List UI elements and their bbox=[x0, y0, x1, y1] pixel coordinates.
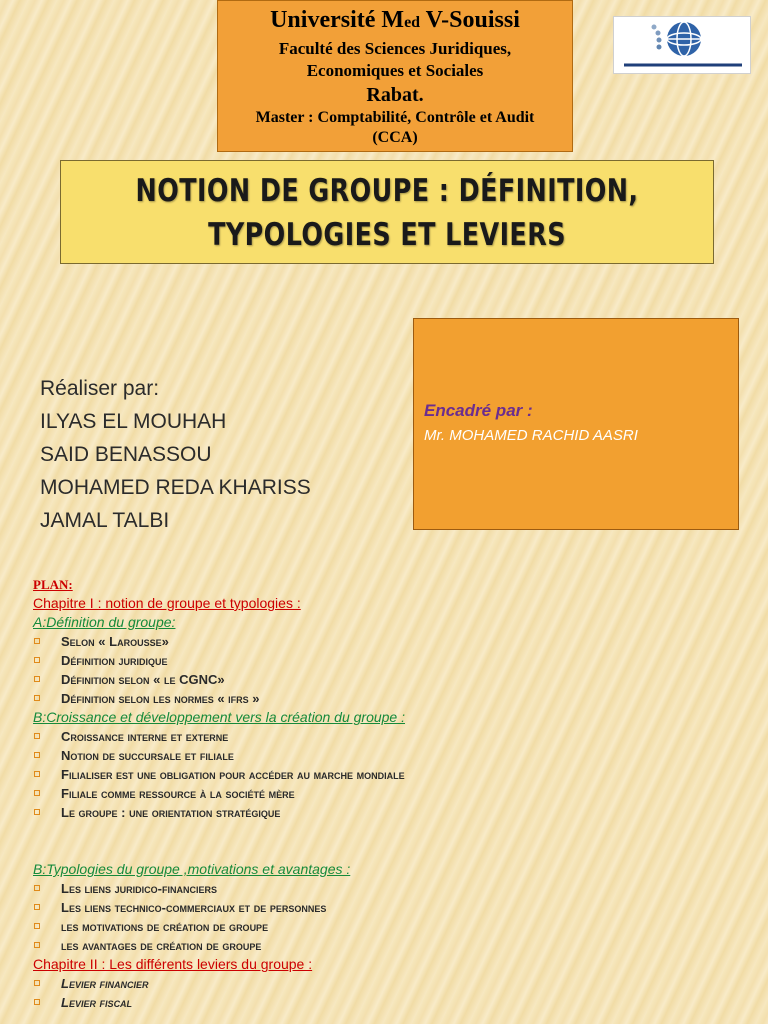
master-line-2: (CCA) bbox=[372, 129, 418, 146]
supervisor-name: Mr. MOHAMED RACHID AASRI bbox=[424, 427, 638, 444]
city: Rabat. bbox=[366, 84, 424, 106]
author-name: ILYAS EL MOUHAH bbox=[40, 410, 227, 433]
author-name: JAMAL TALBI bbox=[40, 509, 170, 532]
list-item: Les liens juridico-financiers bbox=[33, 879, 758, 898]
section-a-heading: A:Définition du groupe: bbox=[33, 614, 176, 630]
list-item: Filialiser est une obligation pour accéder au marche mondiale bbox=[33, 765, 758, 784]
square-bullet-icon bbox=[34, 790, 40, 796]
chapter-2-heading: Chapitre II : Les différents leviers du groupe : bbox=[33, 956, 313, 972]
university-header bbox=[217, 0, 573, 152]
list-item: Définition selon les normes « ifrs » bbox=[33, 689, 758, 708]
list-item: Levier financier bbox=[33, 974, 758, 993]
spacer bbox=[33, 822, 758, 860]
square-bullet-icon bbox=[34, 771, 40, 777]
university-logo-icon bbox=[613, 16, 751, 74]
square-bullet-icon bbox=[34, 638, 40, 644]
list-item: Le groupe : une orientation stratégique bbox=[33, 803, 758, 822]
plan-title: PLAN: bbox=[33, 577, 73, 592]
list-item: Les liens technico-commerciaux et de personnes bbox=[33, 898, 758, 917]
presentation-title bbox=[60, 160, 714, 264]
list-item: Définition selon « le CGNC» bbox=[33, 670, 758, 689]
section-b2-heading: B:Typologies du groupe ,motivations et avantages : bbox=[33, 861, 351, 877]
supervisor-label: Encadré par : bbox=[424, 401, 533, 420]
square-bullet-icon bbox=[34, 999, 40, 1005]
square-bullet-icon bbox=[34, 942, 40, 948]
list-item: les motivations de création de groupe bbox=[33, 917, 758, 936]
square-bullet-icon bbox=[34, 733, 40, 739]
university-name: Université Med V-Souissi bbox=[270, 7, 520, 33]
title-line-1: NOTION DE GROUPE : DÉFINITION, bbox=[135, 173, 639, 209]
square-bullet-icon bbox=[34, 885, 40, 891]
section-b-heading: B:Croissance et développement vers la création du groupe : bbox=[33, 709, 405, 725]
square-bullet-icon bbox=[34, 695, 40, 701]
author-name: SAID BENASSOU bbox=[40, 443, 212, 466]
list-item: Croissance interne et externe bbox=[33, 727, 758, 746]
faculty-line-1: Faculté des Sciences Juridiques, bbox=[278, 39, 512, 58]
list-item: Filiale comme ressource à la société mère bbox=[33, 784, 758, 803]
plan-section bbox=[33, 576, 758, 1012]
title-line-2: TYPOLOGIES ET LEVIERS bbox=[208, 217, 566, 253]
authors-block bbox=[40, 372, 311, 537]
square-bullet-icon bbox=[34, 657, 40, 663]
chapter-1-heading: Chapitre I : notion de groupe et typologies : bbox=[33, 595, 301, 611]
supervisor-box bbox=[413, 318, 739, 530]
list-item: Levier fiscal bbox=[33, 993, 758, 1012]
list-item: Définition juridique bbox=[33, 651, 758, 670]
master-line-1: Master : Comptabilité, Contrôle et Audit bbox=[255, 109, 535, 126]
square-bullet-icon bbox=[34, 752, 40, 758]
list-item: Notion de succursale et filiale bbox=[33, 746, 758, 765]
square-bullet-icon bbox=[34, 809, 40, 815]
list-item: les avantages de création de groupe bbox=[33, 936, 758, 955]
square-bullet-icon bbox=[34, 923, 40, 929]
author-name: MOHAMED REDA KHARISS bbox=[40, 476, 311, 499]
faculty-line-2: Economiques et Sociales bbox=[306, 61, 484, 80]
square-bullet-icon bbox=[34, 676, 40, 682]
square-bullet-icon bbox=[34, 980, 40, 986]
list-item: Selon « Larousse» bbox=[33, 632, 758, 651]
square-bullet-icon bbox=[34, 904, 40, 910]
authors-label: Réaliser par: bbox=[40, 377, 160, 400]
